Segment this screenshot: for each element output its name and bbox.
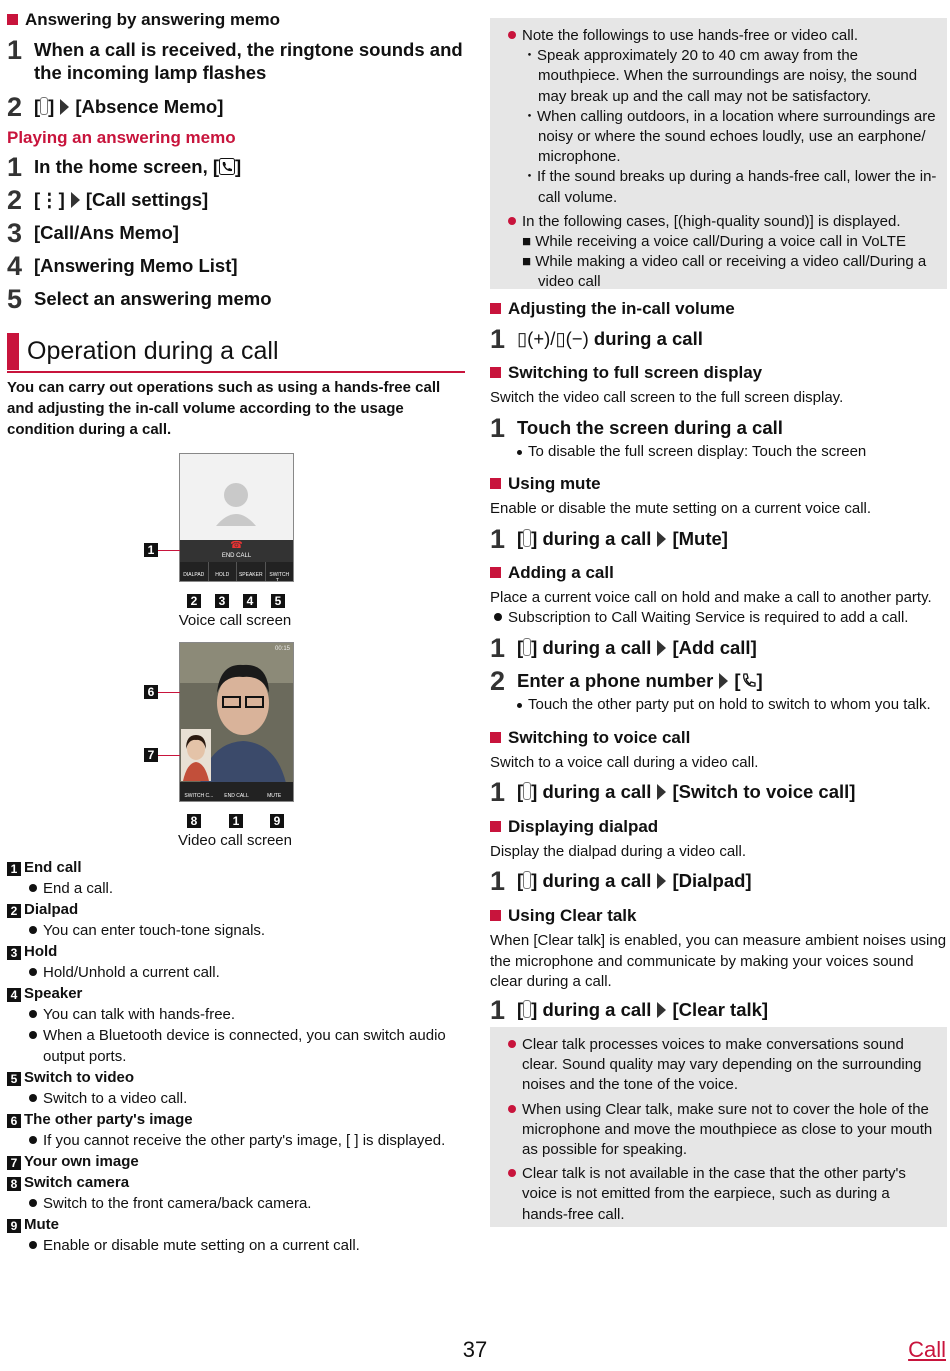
play-step-1: 1 In the home screen, [ ]: [7, 152, 242, 182]
section-voice-call: Switching to voice call: [490, 728, 690, 748]
add-bullet: Subscription to Call Waiting Service is required to add a call.: [494, 608, 908, 629]
add-bullet-2: Touch the other party put on hold to switch to whom you talk.: [517, 695, 931, 716]
callout-2: 2: [187, 594, 201, 608]
switch-to-video-button[interactable]: SWITCH T...: [269, 572, 290, 582]
legend-item-dialpad: 2 Dialpad: [7, 899, 465, 920]
legend-item-end-call: 1 End call: [7, 857, 465, 878]
section-mute: Using mute: [490, 474, 601, 494]
mute-body: Enable or disable the mute setting on a current voice call.: [490, 500, 872, 517]
voice-call-screen: [179, 453, 294, 582]
dial-step-1: 1 [ ] during a call [Dialpad]: [490, 866, 752, 896]
dial-body: Display the dialpad during a video call.: [490, 843, 746, 860]
call-timer: 00:15: [274, 646, 290, 652]
add-step-2: 2 Enter a phone number [ ]: [490, 666, 763, 696]
video-call-screen: [179, 642, 294, 802]
hold-button[interactable]: HOLD: [209, 562, 238, 581]
legend-item-speaker: 4 Speaker: [7, 983, 465, 1004]
play-step-5: 5 Select an answering memo: [7, 284, 272, 314]
section-link[interactable]: Call: [908, 1337, 946, 1362]
step-1: 1 When a call is received, the ringtone sounds and the incoming lamp flashes: [7, 35, 463, 83]
page-number: 37: [462, 1337, 488, 1362]
legend-list: 1 End call End a call. 2 Dialpad You can enter touch-tone signals. 3 Hold Hold/Unhold a current call. 4 Speaker You can talk with hands-free. When a Bluetooth device is connected, you can switch audio output ports. 5 Switch to video Switch to a video call. 6 The other party's image If you cannot receive the other party's image, [ ] is displayed. 7 Your own image 8 Switch camera Switch to the front camera/back camera. 9 Mute Enable or disable mute setting on a current call.: [7, 857, 465, 1256]
play-step-4: 4 [Answering Memo List]: [7, 251, 238, 281]
callout-5: 5: [271, 594, 285, 608]
avatar-icon: [180, 454, 293, 544]
legend-item-mute: 9 Mute: [7, 1214, 465, 1235]
note-box-clear-talk: Clear talk processes voices to make conversations sound clear. Sound quality may vary depending on the surrounding noises and the tone of the voice. When using Clear talk, make sure not to cover the hole of the microphone and move the mouthpiece as close to your mouth as possible for speaking. Clear talk is not available in the case that the other party's voice is not emitted from the earpiece, such as during a hands-free call.: [490, 1027, 947, 1227]
section-heading-bar: [7, 333, 465, 373]
add-body: Place a current voice call on hold and make a call to another party.: [490, 589, 932, 606]
adjust-step-1: 1 ▯(+)/▯(−) during a call: [490, 324, 703, 354]
arrow-icon: [71, 192, 80, 208]
speaker-button[interactable]: SPEAKER: [237, 562, 266, 581]
full-bullet: To disable the full screen display: Touch the screen: [517, 442, 866, 463]
callout-1: 1: [144, 543, 158, 557]
voice-call-caption: Voice call screen: [178, 612, 292, 629]
end-call-label: END CALL: [221, 553, 252, 559]
playing-heading: Playing an answering memo: [7, 128, 236, 147]
video-end-call-button[interactable]: END CALL: [224, 793, 249, 799]
mute-step-1: 1 [ ] during a call [Mute]: [490, 524, 728, 554]
video-call-caption: Video call screen: [178, 832, 292, 849]
intro-text: You can carry out operations such as using a hands-free call and adjusting the in-call volume according to the usage condition during a call.: [7, 379, 441, 438]
full-step-1: 1 Touch the screen during a call: [490, 413, 783, 443]
phone-icon: [741, 672, 757, 689]
voice-body: Switch to a voice call during a video call.: [490, 754, 759, 771]
note-box-handsfree: Note the followings to use hands-free or video call. ・Speak approximately 20 to 40 cm away from the mouthpiece. When the surroundings are noisy, the sound may break up and the call may not be satisfactory. ・When calling outdoors, in a location where surroundings are noisy or where the sound echoes loudly, use an earphone/ microphone. ・If the sound breaks up during a hands-free call, lower the in-call volume. In the following cases, [(high-quality sound)] is displayed. ■ While receiving a voice call/During a voice call in VoLTE ■ While making a video call or receiving a video call/During a video call: [490, 18, 947, 289]
phone-icon: [219, 158, 235, 175]
clear-step-1: 1 [ ] during a call [Clear talk]: [490, 995, 769, 1025]
section-full-screen: Switching to full screen display: [490, 363, 762, 383]
legend-item-own-image: 7 Your own image: [7, 1151, 465, 1172]
play-step-2: 2 [⋮] [Call settings]: [7, 185, 209, 215]
section-adjust-volume: Adjusting the in-call volume: [490, 299, 735, 319]
section-title: Operation during a call: [27, 337, 279, 365]
callout-1b: 1: [229, 814, 243, 828]
end-call-icon[interactable]: ☎: [230, 540, 243, 551]
volume-keys-icon: ▯(+)/▯(−): [517, 328, 589, 349]
callout-6: 6: [144, 685, 158, 699]
legend-item-switch-video: 5 Switch to video: [7, 1067, 465, 1088]
callout-4: 4: [243, 594, 257, 608]
switch-camera-button[interactable]: SWITCH C...: [184, 793, 214, 799]
callout-9: 9: [270, 814, 284, 828]
arrow-icon: [60, 99, 69, 115]
step-2: 2 [ ] [Absence Memo]: [7, 92, 224, 122]
own-image: [181, 729, 211, 781]
section-answering: Answering by answering memo: [7, 10, 280, 30]
legend-item-other-image: 6 The other party's image: [7, 1109, 465, 1130]
callout-3: 3: [215, 594, 229, 608]
clear-body: When [Clear talk] is enabled, you can measure ambient noises using the microphone and communicate by making your voices sound clear during a call.: [490, 932, 947, 990]
play-step-3: 3 [Call/Ans Memo]: [7, 218, 179, 248]
add-step-1: 1 [ ] during a call [Add call]: [490, 633, 757, 663]
note-bullet-icon: [508, 31, 516, 39]
dialpad-button[interactable]: DIALPAD: [180, 562, 209, 581]
legend-item-hold: 3 Hold: [7, 941, 465, 962]
voice-step-1: 1 [ ] during a call [Switch to voice call]: [490, 777, 856, 807]
legend-item-switch-camera: 8 Switch camera: [7, 1172, 465, 1193]
section-clear-talk: Using Clear talk: [490, 906, 637, 926]
callout-7: 7: [144, 748, 158, 762]
section-add-call: Adding a call: [490, 563, 614, 583]
full-body: Switch the video call screen to the full screen display.: [490, 389, 844, 406]
callout-8: 8: [187, 814, 201, 828]
menu-icon: [40, 97, 48, 115]
mute-button[interactable]: MUTE: [267, 793, 282, 799]
section-dialpad: Displaying dialpad: [490, 817, 658, 837]
step-text: When a call is received, the ringtone sounds and: [34, 39, 463, 60]
square-bullet-icon: [7, 14, 18, 25]
